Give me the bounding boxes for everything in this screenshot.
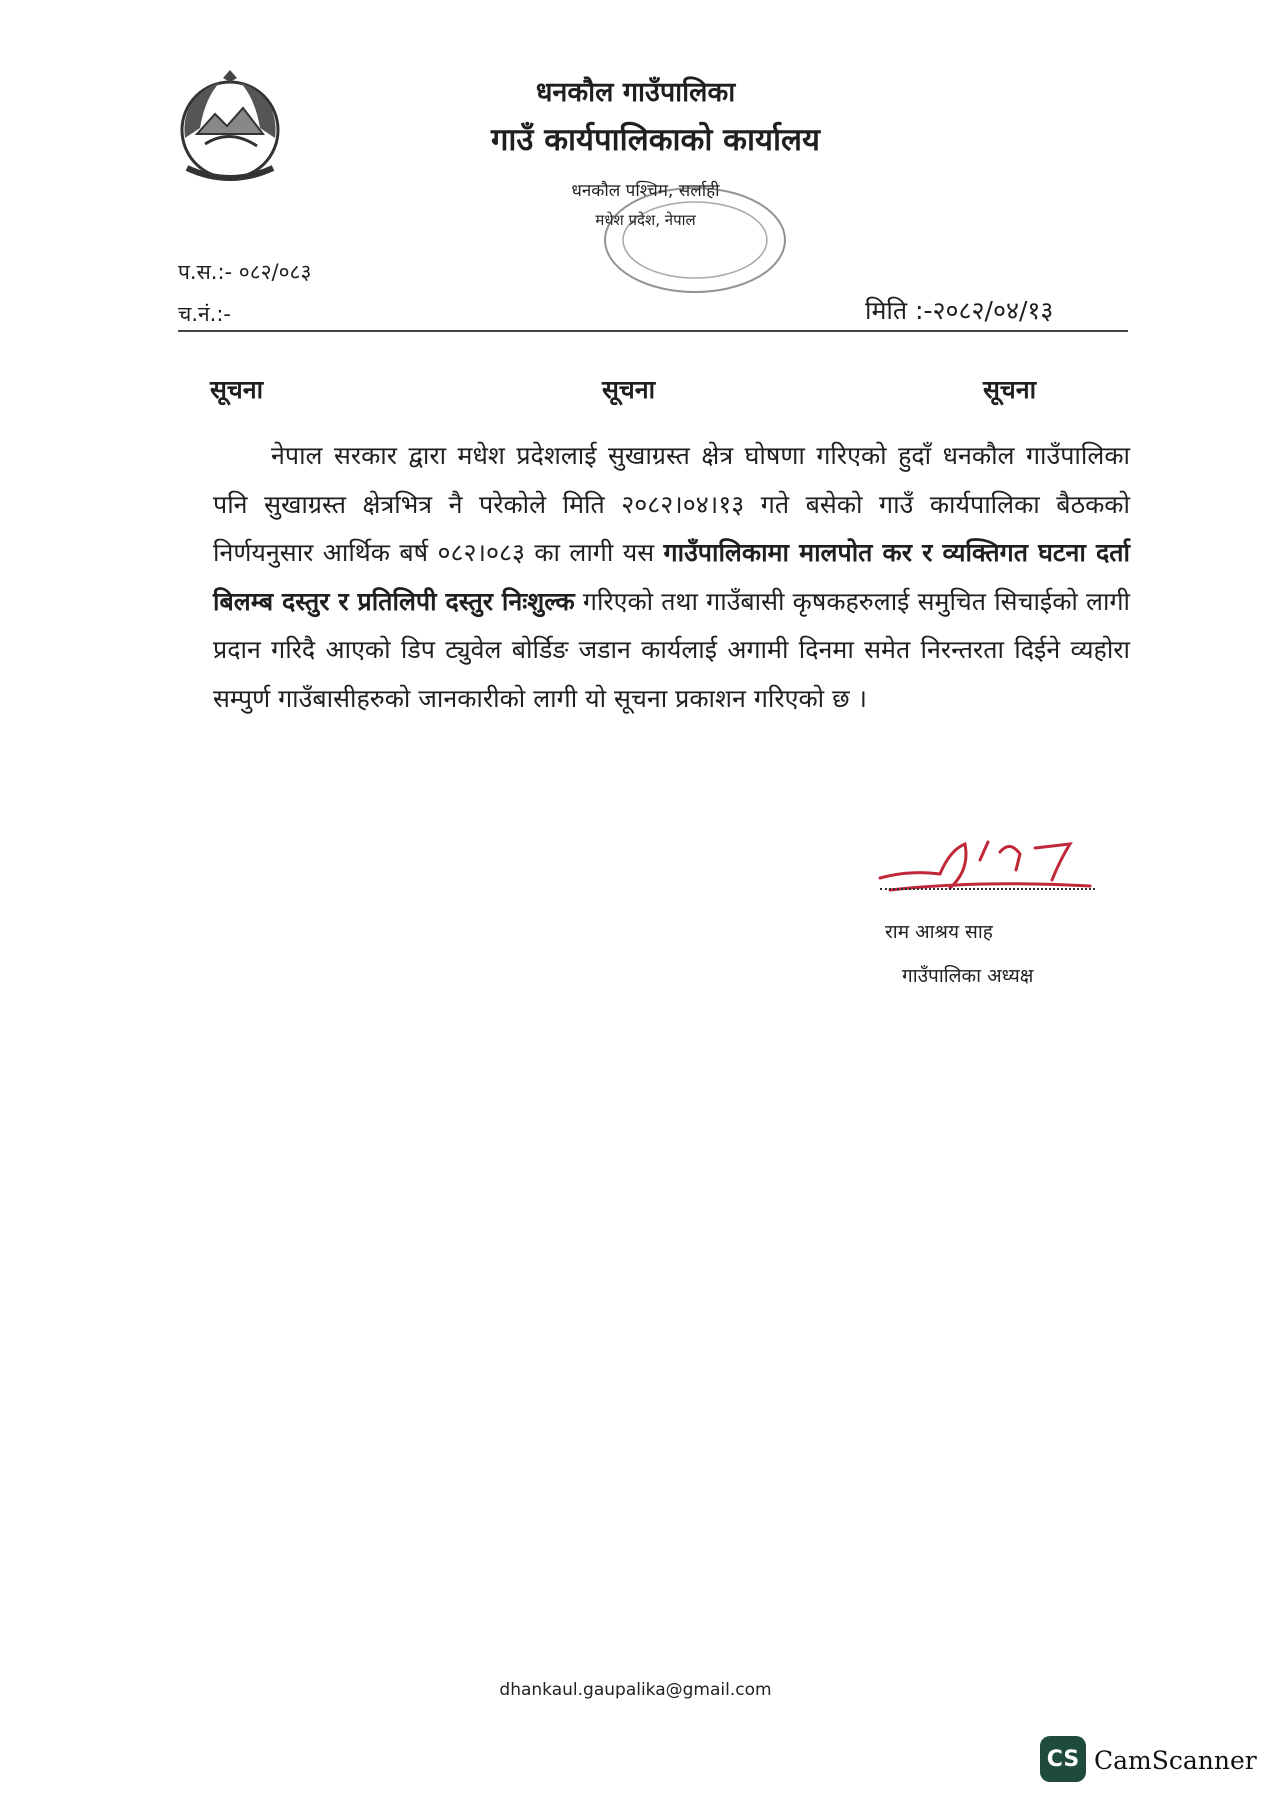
camscanner-watermark: CamScanner	[1094, 1746, 1257, 1775]
signatory-name: राम आश्रय साह	[885, 921, 993, 943]
body-text-bold: गाउँपालिकामा मालपोत कर र व्यक्तिगत घटना दर्ता बिलम्ब दस्तुर र प्रतिलिपी दस्तुर निःशुल्क	[213, 538, 1130, 616]
office-stamp-icon	[595, 178, 795, 303]
notice-label-left: सूचना	[210, 375, 264, 404]
address-line-2: मधेश प्रदेश, नेपाल	[595, 211, 696, 229]
camscanner-logo-icon: CS	[1040, 1736, 1086, 1782]
notice-label-right: सूचना	[983, 375, 1037, 404]
office-name: गाउँ कार्यपालिकाको कार्यालय	[490, 122, 821, 158]
dispatch-number: च.नं.:-	[178, 302, 231, 326]
footer-email: dhankaul.gaupalika@gmail.com	[499, 1680, 772, 1700]
letter-date: मिति :-२०८२/०४/१३	[865, 296, 1054, 325]
notice-body	[213, 432, 1130, 723]
notice-label-center: सूचना	[602, 375, 656, 404]
address-line-1: धनकौल पश्चिम, सर्लाही	[571, 181, 720, 201]
header-divider	[178, 330, 1128, 332]
letter-number: प.स.:- ०८२/०८३	[178, 260, 312, 284]
body-text-part2: गरिएको तथा गाउँबासी कृषकहरुलाई समुचित सिचाईको लागी प्रदान गरिदै आएको डिप ट्युवेल बोर्डिङ जडान कार्यलाई अगामी दिनमा समेत निरन्तरता दिईने व्यहोरा सम्पुर्ण गाउँबासीहरुको जानकारीको लागी यो सूचना प्रकाशन गरिएको छ ।	[213, 586, 1130, 713]
signatory-title: गाउँपालिका अध्यक्ष	[902, 965, 1034, 987]
signature-line	[880, 888, 1095, 890]
org-name: धनकौल गाउँपालिका	[535, 77, 736, 108]
body-text-part1: नेपाल सरकार द्वारा मधेश प्रदेशलाई सुखाग्रस्त क्षेत्र घोषणा गरिएको हुदाँ धनकौल गाउँपालिका पनि सुखाग्रस्त क्षेत्रभित्र नै परेकोले मिति २०८२।०४।१३ गते बसेको गाउँ कार्यपालिका बैठकको निर्णयनुसार आर्थिक बर्ष ०८२।०८३ का लागी यस	[213, 441, 1130, 567]
